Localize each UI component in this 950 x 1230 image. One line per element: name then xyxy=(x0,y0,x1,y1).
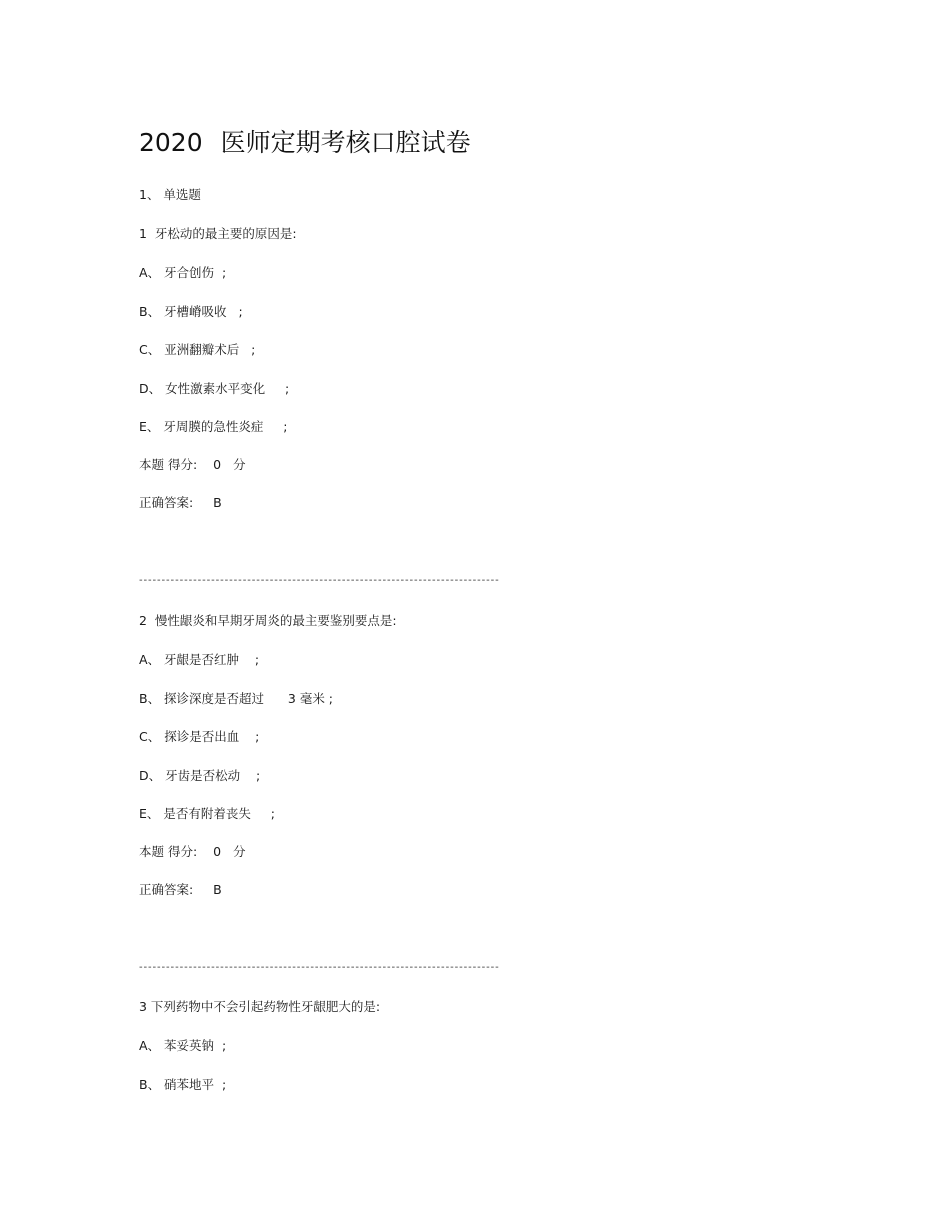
question-1-option-d: D、 女性激素水平变化 ; xyxy=(139,381,290,396)
question-1-option-e: E、 牙周膜的急性炎症 ; xyxy=(139,419,288,434)
question-2-stem: 2 慢性龈炎和早期牙周炎的最主要鉴别要点是: xyxy=(139,613,397,628)
question-2-score: 本题 得分: 0 分 xyxy=(139,844,246,859)
question-2-option-a: A、 牙龈是否红肿 ; xyxy=(139,652,260,667)
question-3-option-b: B、 硝苯地平 ; xyxy=(139,1077,227,1092)
question-2-option-c: C、 探诊是否出血 ; xyxy=(139,729,260,744)
question-1-stem: 1 牙松动的最主要的原因是: xyxy=(139,226,297,241)
question-1-option-b: B、 牙槽嵴吸收 ; xyxy=(139,304,243,319)
question-2-answer: 正确答案: B xyxy=(139,882,222,897)
question-1-option-a: A、 牙合创伤 ; xyxy=(139,265,227,280)
separator-2: -------------------------------------------------------------------------------- xyxy=(139,962,500,973)
separator-1: -------------------------------------------------------------------------------- xyxy=(139,575,500,586)
question-2-option-b: B、 探诊深度是否超过 3 毫米 ; xyxy=(139,691,334,706)
title-text: 医师定期考核口腔试卷 xyxy=(220,128,471,157)
question-3-stem: 3 下列药物中不会引起药物性牙龈肥大的是: xyxy=(139,999,381,1014)
question-1-score: 本题 得分: 0 分 xyxy=(139,457,246,472)
question-1-answer: 正确答案: B xyxy=(139,495,222,510)
page-title xyxy=(139,125,471,161)
question-2-option-d: D、 牙齿是否松动 ; xyxy=(139,768,261,783)
section-heading: 1、 单选题 xyxy=(139,187,201,202)
question-1-option-c: C、 亚洲翻瓣术后 ; xyxy=(139,342,256,357)
question-3-option-a: A、 苯妥英钠 ; xyxy=(139,1038,227,1053)
question-2-option-e: E、 是否有附着丧失 ; xyxy=(139,806,275,821)
title-year: 2020 xyxy=(139,128,203,157)
